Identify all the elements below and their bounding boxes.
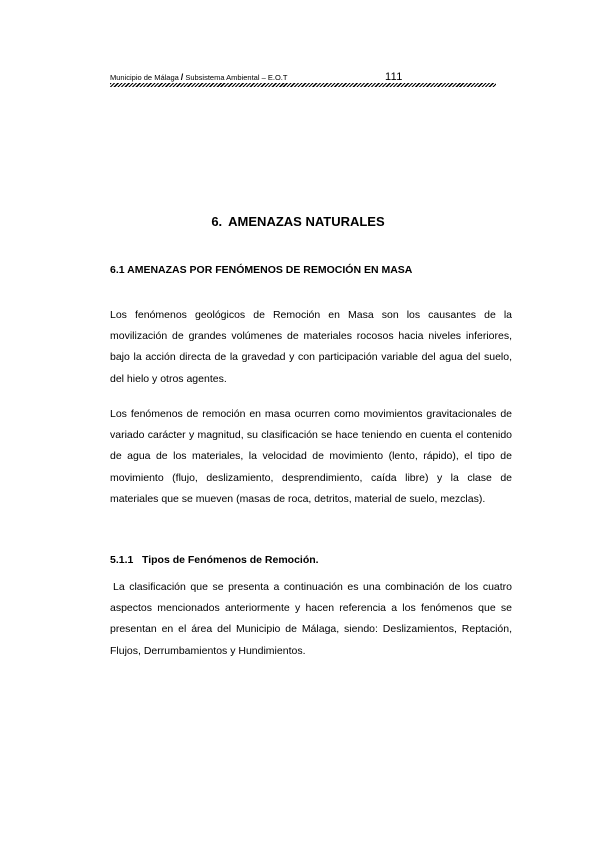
page-header [110,72,496,90]
header-municipality: Municipio de Málaga [110,73,179,82]
header-rule [110,83,496,87]
page-number: 111 [385,71,403,83]
subsection-title-text: Tipos de Fenómenos de Remoción. [142,554,319,566]
subsection-title [110,554,319,567]
chapter-title-text: AMENAZAS NATURALES [228,214,385,229]
subsection-number: 5.1.1 [110,554,134,566]
paragraph-3-text: La clasificación que se presenta a continuación es una combinación de los cuatro aspectos mencionados anteriormente y hacen referencia a los fenómenos que se presentan en el área del Municipio de Málaga, siendo: Deslizamientos, Reptación, Flujos, Derrumbamientos y Hundimientos. [110,581,512,657]
chapter-number: 6. [211,214,223,229]
paragraph-1: Los fenómenos geológicos de Remoción en Masa son los causantes de la movilización de grandes volúmenes de materiales rocosos hacia niveles inferiores, bajo la acción directa de la gravedad y con participación variable del agua del suelo, del hielo y otros agentes. [110,309,512,385]
chapter-title [0,213,596,230]
header-separator: / [180,72,184,82]
paragraph-2: Los fenómenos de remoción en masa ocurren como movimientos gravitacionales de variado carácter y magnitud, su clasificación se hace teniendo en cuenta el contenido de agua de los materiales, la velocidad de movimiento (lento, rápido), el tipo de movimiento (flujo, deslizamiento, desprendimiento, caída libre) y la clase de materiales que se mueven (masas de roca, detritos, material de suelo, mezclas). [110,408,512,505]
header-subsystem: Subsistema Ambiental – E.O.T [185,73,288,82]
section-title: 6.1 AMENAZAS POR FENÓMENOS DE REMOCIÓN EN MASA [110,264,413,276]
header-text [110,72,287,83]
paragraph-3 [110,577,512,662]
